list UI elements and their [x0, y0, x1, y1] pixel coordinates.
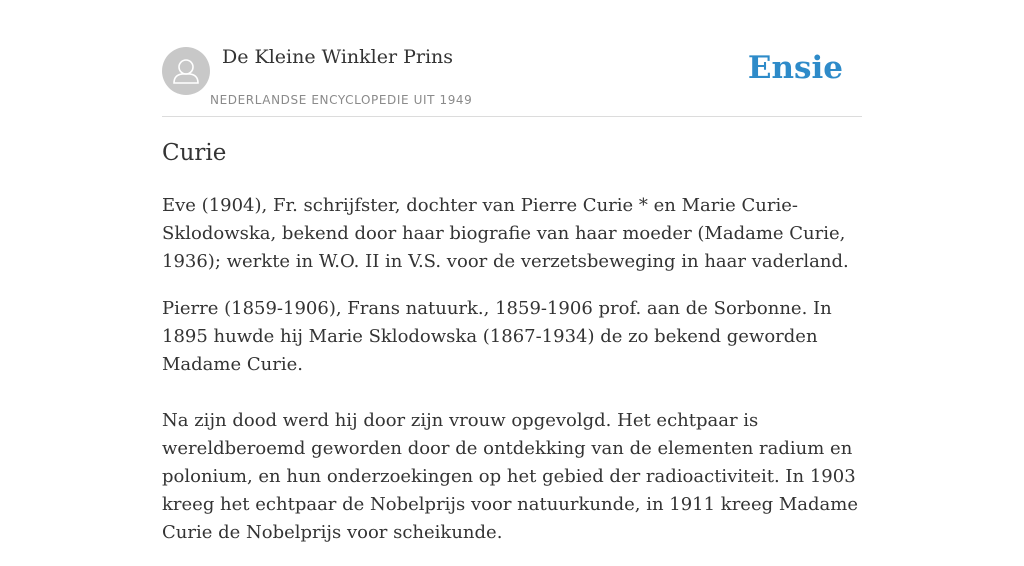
source-name[interactable]: De Kleine Winkler Prins: [222, 46, 454, 68]
article-body: [162, 192, 862, 566]
user-icon[interactable]: [162, 47, 210, 95]
article-title: Curie: [162, 140, 227, 166]
source-subtitle: NEDERLANDSE ENCYCLOPEDIE UIT 1949: [210, 93, 473, 107]
paragraph-pierre-continued: Na zijn dood werd hij door zijn vrouw opgevolgd. Het echtpaar is wereldberoemd geworden door de ontdekking van de elementen radium en polonium, en hun onderzoekingen op het gebied der radioactiviteit. In 1903 kreeg het echtpaar de Nobelprijs voor natuurkunde, in 1911 kreeg Madame Curie de Nobelprijs voor scheikunde.: [162, 410, 858, 543]
paragraph-pierre: Pierre (1859-1906), Frans natuurk., 1859-1906 prof. aan de Sorbonne. In 1895 huwde hij Marie Sklodowska (1867-1934) de zo bekend geworden Madame Curie.: [162, 298, 832, 375]
paragraph-eve: Eve (1904), Fr. schrijfster, dochter van Pierre Curie * en Marie Curie-Sklodowska, bekend door haar biografie van haar moeder (Madame Curie, 1936); werkte in W.O. II in V.S. voor de verzetsbeweging in haar vaderland.: [162, 195, 849, 272]
source-header: [162, 46, 862, 117]
brand-logo[interactable]: Ensie: [747, 50, 843, 86]
